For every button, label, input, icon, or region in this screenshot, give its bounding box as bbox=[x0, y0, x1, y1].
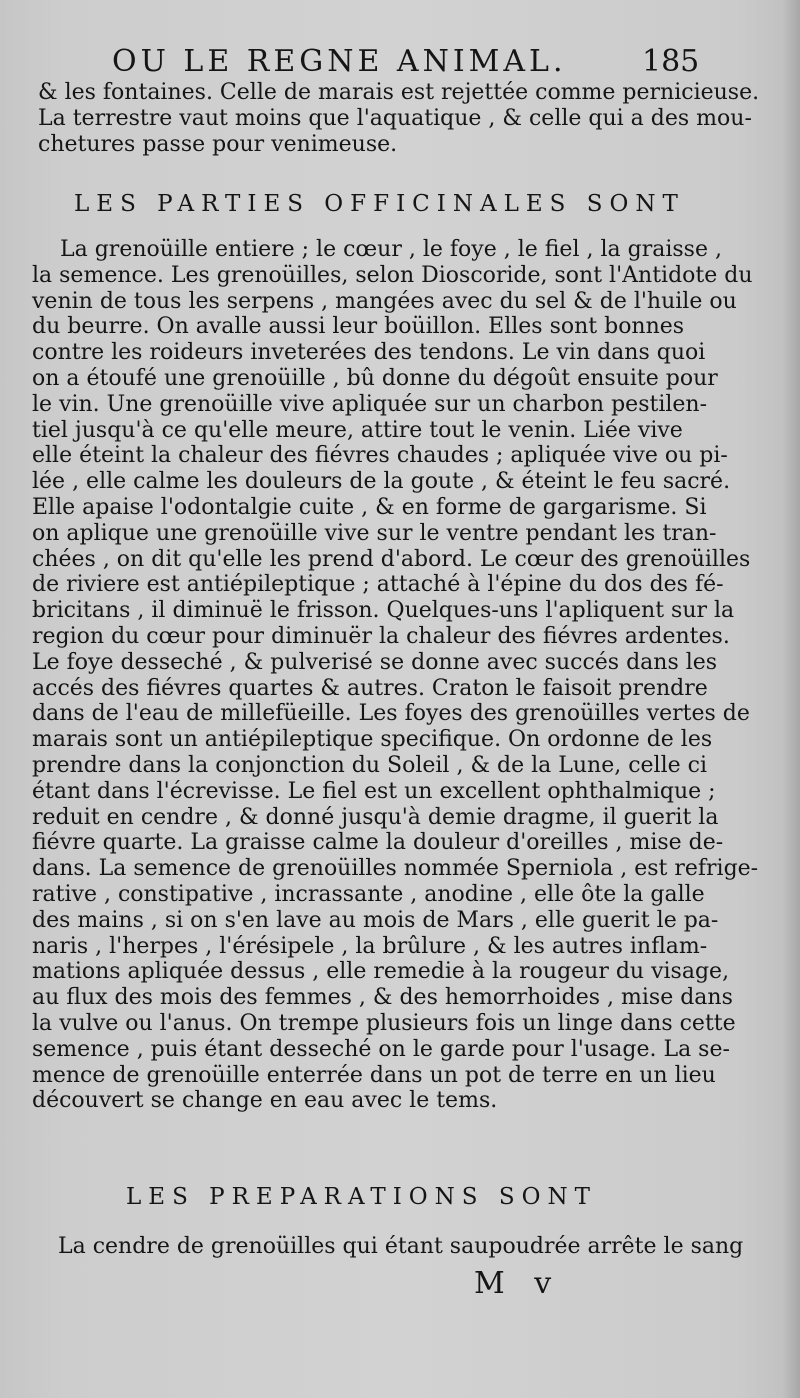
text-line: dans de l'eau de millefüeille. Les foyes des grenoüilles vertes de bbox=[32, 701, 750, 727]
text-line: prendre dans la conjonction du Soleil , & de la Lune, celle ci bbox=[32, 752, 707, 778]
text-line: bricitans , il diminuë le frisson. Quelques-uns l'apliquent sur la bbox=[32, 598, 735, 624]
text-line: du beurre. On avalle aussi leur boüillon. Elles sont bonnes bbox=[32, 314, 685, 340]
text-line: la semence. Les grenoüilles, selon Dioscoride, sont l'Antidote du bbox=[32, 262, 753, 288]
text-line: au flux des mois des femmes , & des hemorrhoides , mise dans bbox=[32, 985, 733, 1011]
text-line: region du cœur pour diminuër la chaleur des fiévres ardentes. bbox=[32, 623, 730, 649]
text-line: on aplique une grenoüille vive sur le ventre pendant les tran- bbox=[32, 520, 717, 546]
text-line: naris , l'herpes , l'érésipele , la brûlure , & les autres inflam- bbox=[32, 933, 708, 959]
text-line: & les fontaines. Celle de marais est rejettée comme pernicieuse. bbox=[38, 80, 760, 105]
text-line: venin de tous les serpens , mangées avec du sel & de l'huile ou bbox=[32, 288, 737, 314]
text-line: des mains , si on s'en lave au mois de Mars , elle guerit le pa- bbox=[32, 907, 719, 933]
text-line: dans. La semence de grenoüilles nommée Sperniola , est refrige- bbox=[32, 856, 759, 882]
text-line: de riviere est antiépileptique ; attaché à l'épine du dos des fé- bbox=[32, 572, 724, 598]
running-head bbox=[112, 44, 712, 80]
text-line: on a étoufé une grenoüille , bû donne du dégoût ensuite pour bbox=[32, 365, 718, 391]
text-line: Elle apaise l'odontalgie cuite , & en forme de gargarisme. Si bbox=[32, 494, 707, 520]
text-line: contre les roideurs inveterées des tendons. Le vin dans quoi bbox=[32, 340, 706, 366]
text-line: étant dans l'écrevisse. Le fiel est un excellent ophthalmique ; bbox=[32, 778, 716, 804]
text-line: découvert se change en eau avec le tems. bbox=[32, 1088, 498, 1114]
intro-paragraph bbox=[38, 80, 759, 157]
text-line: marais sont un antiépileptique specifique. On ordonne de les bbox=[32, 727, 713, 753]
text-line: tiel jusqu'à ce qu'elle meure, attire tout le venin. Liée vive bbox=[32, 417, 683, 443]
text-line: mence de grenoüille enterrée dans un pot de terre en un lieu bbox=[32, 1062, 716, 1088]
text-line: La terrestre vaut moins que l'aquatique , & celle qui a des mou- bbox=[38, 105, 752, 131]
text-line: reduit en cendre , & donné jusqu'à demie dragme, il guerit la bbox=[32, 804, 719, 830]
text-line: elle éteint la chaleur des fiévres chaudes ; apliquée vive ou pi- bbox=[32, 443, 728, 469]
preparations-paragraph bbox=[58, 1234, 743, 1260]
text-line: La grenoüille entiere ; le cœur , le foye , le fiel , la graisse , bbox=[60, 237, 722, 262]
text-line: Le foye desseché , & pulverisé se donne avec succés dans les bbox=[32, 649, 718, 675]
text-line: accés des fiévres quartes & autres. Craton le faisoit prendre bbox=[32, 675, 708, 701]
text-line: chetures passe pour venimeuse. bbox=[38, 131, 398, 157]
text-line: chées , on dit qu'elle les prend d'abord. Le cœur des grenoüilles bbox=[32, 546, 751, 572]
text-line: fiévre quarte. La graisse calme la douleur d'oreilles , mise de- bbox=[32, 830, 724, 856]
catchword: M v bbox=[474, 1266, 562, 1301]
section-heading-parties: LES PARTIES OFFICINALES SONT bbox=[74, 191, 685, 217]
running-head-title: OU LE REGNE ANIMAL. bbox=[112, 44, 567, 79]
text-line: le vin. Une grenoüille vive apliquée sur un charbon pestilen- bbox=[32, 391, 708, 417]
section-heading-preparations: LES PREPARATIONS SONT bbox=[126, 1184, 597, 1210]
main-paragraph bbox=[32, 237, 758, 1114]
text-line: rative , constipative , incrassante , anodine , elle ôte la galle bbox=[32, 881, 705, 907]
text-line: lée , elle calme les douleurs de la goute , & éteint le feu sacré. bbox=[32, 469, 731, 495]
text-line: semence , puis étant desseché on le garde pour l'usage. La se- bbox=[32, 1036, 730, 1062]
text-line: mations apliquée dessus , elle remedie à la rougeur du visage, bbox=[32, 959, 730, 985]
text-line: La cendre de grenoüilles qui étant saupoudrée arrête le sang bbox=[58, 1234, 744, 1259]
text-line: la vulve ou l'anus. On trempe plusieurs fois un linge dans cette bbox=[32, 1010, 736, 1036]
page-number: 185 bbox=[642, 44, 700, 79]
